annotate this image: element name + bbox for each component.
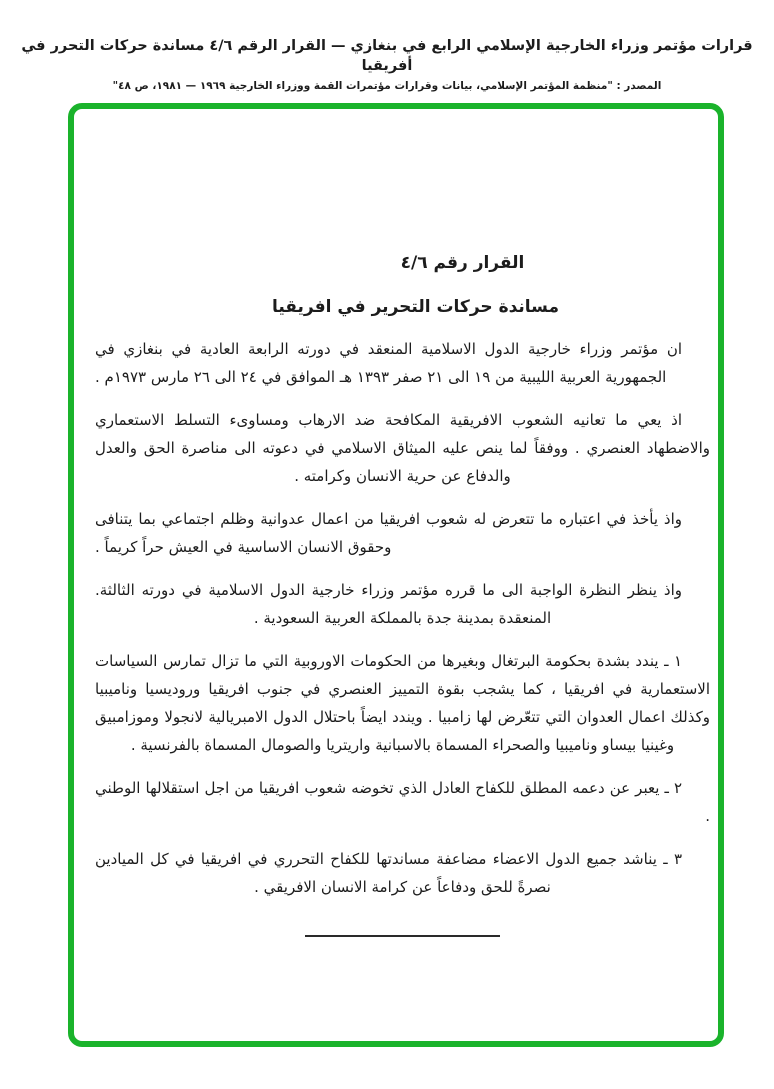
resolution-item-3: ٣ ـ يناشد جميع الدول الاعضاء مضاعفة مساندتها للكفاح التحرري في افريقيا في كل الميادين نصرةً للحق ودفاعاً عن كرامة الانسان الافريقي . [95,850,682,896]
end-divider-rule [305,935,500,937]
source-caption [0,36,774,93]
resolution-number-title: القرار رقم ٤/٦ [400,253,525,273]
preamble-paragraph: اذ يعي ما تعانيه الشعوب الافريقية المكافحة ضد الارهاب ومساوىء التسلط الاستعماري والاضطهاد العنصري . ووفقاً لما ينص عليه الميثاق الاسلامي في دعوته الى مناصرة الحق والعدل والدفاع عن حرية الانسان وكرامته . [95,411,710,485]
resolution-item-1: ١ ـ يندد بشدة بحكومة البرتغال وبغيرها من الحكومات الاوروبية التي ما تزال تمارس السياسات الاستعمارية في افريقيا ، كما يشجب بقوة التمييز العنصري في جنوب افريقيا وروديسيا وناميبيا وكذلك اعمال العدوان التي تتعّرض لها زامبيا . ويندد ايضاً باحتلال الدول الامبريالية لانجولا وموزامبيق وغينيا بيساو وناميبيا والصحراء المسماة بالاسبانية واريتريا والصومال المسماة بالفرنسية . [95,652,710,754]
preamble-paragraph: ان مؤتمر وزراء خارجية الدول الاسلامية المنعقد في دورته الرابعة العادية في بنغازي في الجمهورية العربية الليبية من ١٩ الى ٢١ صفر ١٣٩٣ هـ الموافق في ٢٤ الى ٢٦ مارس ١٩٧٣م . [95,340,682,386]
resolution-item-2: ٢ ـ يعبر عن دعمه المطلق للكفاح العادل الذي تخوضه شعوب افريقيا من اجل استقلالها الوطني . [95,779,710,825]
scan-highlight-frame [68,103,724,1047]
caption-source: المصدر : "منظمة المؤتمر الإسلامي، بيانات وقرارات مؤتمرات القمة ووزراء الخارجية ١٩٦٩ — ١٩٨١، ص ٤٨" [112,79,662,92]
preamble-paragraph: واذ يأخذ في اعتباره ما تتعرض له شعوب افريقيا من اعمال عدوانية وظلم اجتماعي بما يتنافى وحقوق الانسان الاساسية في العيش حراً كريماً . [95,510,682,556]
document-body [74,109,718,937]
preamble-paragraph: واذ ينظر النظرة الواجبة الى ما قرره مؤتمر وزراء خارجية الدول الاسلامية في دورته الثالثة. المنعقدة بمدينة جدة بالمملكة العربية السعودية . [95,581,682,627]
resolution-subject-title: مساندة حركات التحرير في افريقيا [271,297,560,317]
caption-title: قرارات مؤتمر وزراء الخارجية الإسلامي الرابع في بنغازي — القرار الرقم ٤/٦ مساندة حركات التحرر في أفريقيا [21,38,753,75]
